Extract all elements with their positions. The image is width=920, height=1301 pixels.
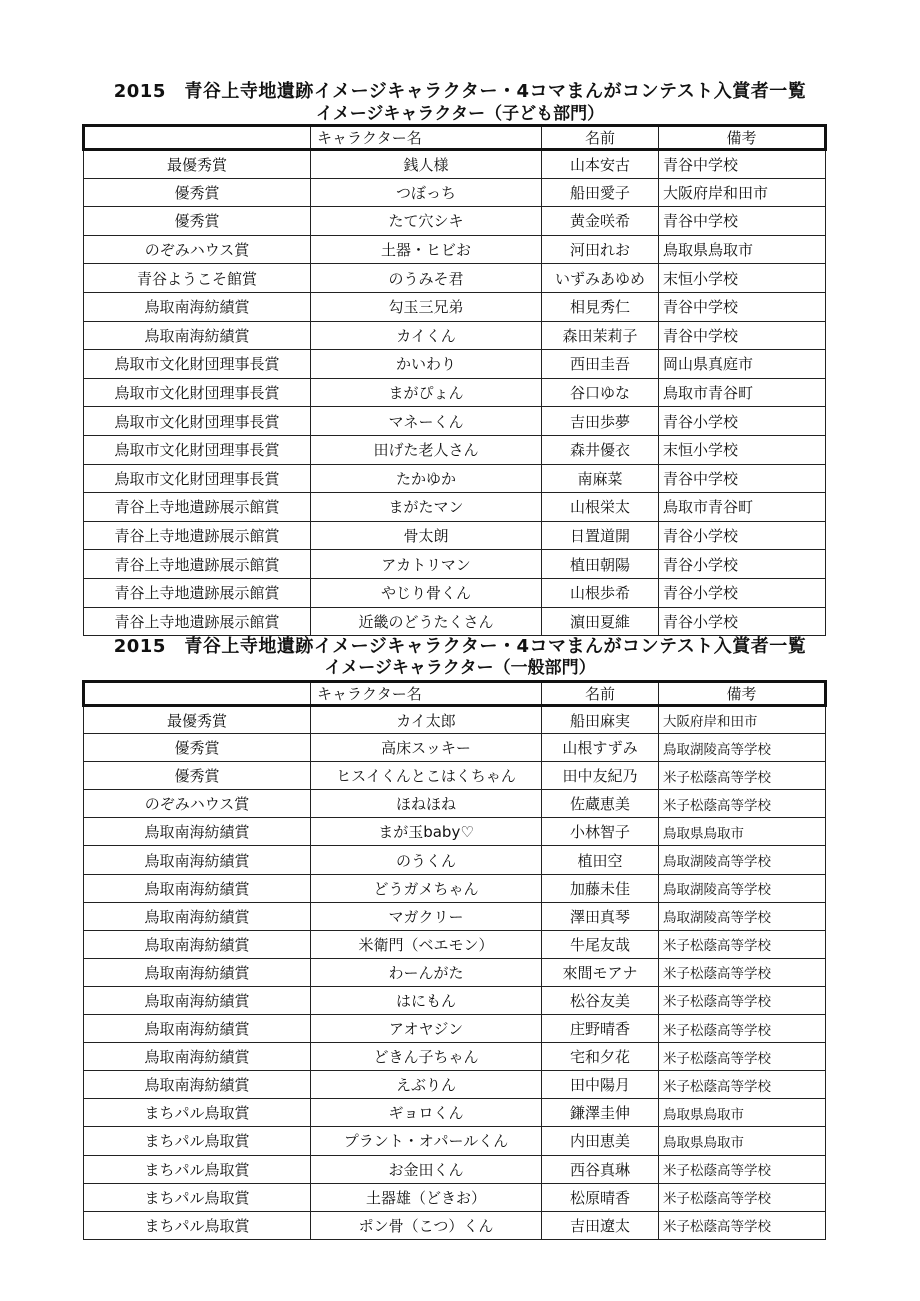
remarks-cell: 青谷小学校 xyxy=(659,578,826,607)
winner-name-cell: 山根すずみ xyxy=(542,734,659,762)
character-name-cell: えぶりん xyxy=(311,1071,542,1099)
winner-name-cell: 加藤未佳 xyxy=(542,874,659,902)
award-cell: 鳥取南海紡績賞 xyxy=(84,930,311,958)
award-cell: 鳥取南海紡績賞 xyxy=(84,958,311,986)
table-row xyxy=(84,958,826,986)
table-row xyxy=(84,902,826,930)
results-table-general xyxy=(82,680,827,1240)
remarks-cell: 青谷中学校 xyxy=(659,150,826,179)
winner-name-cell: 牛尾友哉 xyxy=(542,930,659,958)
character-name-cell: つぼっち xyxy=(311,178,542,207)
character-name-cell: はにもん xyxy=(311,986,542,1014)
table-row xyxy=(84,790,826,818)
winner-name-cell: 河田れお xyxy=(542,235,659,264)
award-cell: のぞみハウス賞 xyxy=(84,235,311,264)
character-name-cell: かいわり xyxy=(311,350,542,379)
award-cell: 鳥取南海紡績賞 xyxy=(84,1071,311,1099)
character-name-cell: ギョロくん xyxy=(311,1099,542,1127)
remarks-cell: 岡山県真庭市 xyxy=(659,350,826,379)
winner-name-cell: いずみあゆめ xyxy=(542,264,659,293)
award-cell: 優秀賞 xyxy=(84,178,311,207)
remarks-cell: 青谷中学校 xyxy=(659,207,826,236)
winner-name-cell: 谷口ゆな xyxy=(542,378,659,407)
remarks-cell: 青谷中学校 xyxy=(659,321,826,350)
character-name-cell: マガクリー xyxy=(311,902,542,930)
award-cell: 鳥取南海紡績賞 xyxy=(84,1043,311,1071)
remarks-cell: 米子松蔭高等学校 xyxy=(659,1043,826,1071)
header-award xyxy=(84,682,311,706)
header-name: 名前 xyxy=(542,126,659,150)
remarks-cell: 鳥取湖陵高等学校 xyxy=(659,846,826,874)
award-cell: 青谷上寺地遺跡展示館賞 xyxy=(84,550,311,579)
character-name-cell: たかゆか xyxy=(311,464,542,493)
remarks-cell: 米子松蔭高等学校 xyxy=(659,762,826,790)
award-cell: 最優秀賞 xyxy=(84,706,311,734)
remarks-cell: 鳥取市青谷町 xyxy=(659,378,826,407)
remarks-cell: 米子松蔭高等学校 xyxy=(659,1155,826,1183)
award-cell: まちパル鳥取賞 xyxy=(84,1211,311,1239)
winner-name-cell: 日置道開 xyxy=(542,521,659,550)
winner-name-cell: 黄金咲希 xyxy=(542,207,659,236)
remarks-cell: 米子松蔭高等学校 xyxy=(659,1183,826,1211)
remarks-cell: 鳥取湖陵高等学校 xyxy=(659,734,826,762)
character-name-cell: やじり骨くん xyxy=(311,578,542,607)
remarks-cell: 青谷中学校 xyxy=(659,464,826,493)
character-name-cell: 銭人様 xyxy=(311,150,542,179)
table-row xyxy=(84,350,826,379)
award-cell: 優秀賞 xyxy=(84,207,311,236)
section-subtitle-kids: イメージキャラクター（子ども部門） xyxy=(315,104,605,124)
table-row xyxy=(84,846,826,874)
remarks-cell: 鳥取県鳥取市 xyxy=(659,235,826,264)
character-name-cell: のうみそ君 xyxy=(311,264,542,293)
section-title-kids: 2015 青谷上寺地遺跡イメージキャラクター・4コマまんがコンテスト入賞者一覧 xyxy=(113,81,807,102)
remarks-cell: 末恒小学校 xyxy=(659,264,826,293)
character-name-cell: カイ太郎 xyxy=(311,706,542,734)
table-row xyxy=(84,1211,826,1239)
character-name-cell: どきん子ちゃん xyxy=(311,1043,542,1071)
remarks-cell: 米子松蔭高等学校 xyxy=(659,1211,826,1239)
winner-name-cell: 鎌澤圭伸 xyxy=(542,1099,659,1127)
character-name-cell: まが玉baby♡ xyxy=(311,818,542,846)
award-cell: 鳥取南海紡績賞 xyxy=(84,846,311,874)
table-row xyxy=(84,578,826,607)
award-cell: 鳥取市文化財団理事長賞 xyxy=(84,378,311,407)
character-name-cell: どうガメちゃん xyxy=(311,874,542,902)
winner-name-cell: 西谷真琳 xyxy=(542,1155,659,1183)
award-cell: 鳥取南海紡績賞 xyxy=(84,818,311,846)
remarks-cell: 米子松蔭高等学校 xyxy=(659,790,826,818)
remarks-cell: 鳥取湖陵高等学校 xyxy=(659,874,826,902)
character-name-cell: マネーくん xyxy=(311,407,542,436)
remarks-cell: 青谷小学校 xyxy=(659,607,826,636)
section-subtitle-general: イメージキャラクター（一般部門） xyxy=(324,658,596,678)
table-row xyxy=(84,435,826,464)
winner-name-cell: 佐蔵恵美 xyxy=(542,790,659,818)
table-row xyxy=(84,464,826,493)
remarks-cell: 青谷中学校 xyxy=(659,292,826,321)
award-cell: まちパル鳥取賞 xyxy=(84,1183,311,1211)
award-cell: 青谷ようこそ館賞 xyxy=(84,264,311,293)
table-row xyxy=(84,150,826,179)
award-cell: 鳥取南海紡績賞 xyxy=(84,1015,311,1043)
character-name-cell: まがたマン xyxy=(311,493,542,522)
remarks-cell: 米子松蔭高等学校 xyxy=(659,1015,826,1043)
award-cell: 青谷上寺地遺跡展示館賞 xyxy=(84,578,311,607)
winner-name-cell: 濵田夏維 xyxy=(542,607,659,636)
table-header-row xyxy=(84,682,826,706)
award-cell: 鳥取南海紡績賞 xyxy=(84,321,311,350)
character-name-cell: 米衛門（ベエモン） xyxy=(311,930,542,958)
character-name-cell: アオヤジン xyxy=(311,1015,542,1043)
remarks-cell: 鳥取湖陵高等学校 xyxy=(659,902,826,930)
header-remarks: 備考 xyxy=(659,126,826,150)
award-cell: 優秀賞 xyxy=(84,734,311,762)
winner-name-cell: 船田麻実 xyxy=(542,706,659,734)
character-name-cell: ポン骨（こつ）くん xyxy=(311,1211,542,1239)
character-name-cell: 骨太朗 xyxy=(311,521,542,550)
award-cell: 鳥取市文化財団理事長賞 xyxy=(84,435,311,464)
winner-name-cell: 山本安古 xyxy=(542,150,659,179)
remarks-cell: 大阪府岸和田市 xyxy=(659,178,826,207)
award-cell: 鳥取市文化財団理事長賞 xyxy=(84,464,311,493)
header-remarks: 備考 xyxy=(659,682,826,706)
table-row xyxy=(84,1183,826,1211)
winner-name-cell: 山根栄太 xyxy=(542,493,659,522)
table-row xyxy=(84,321,826,350)
winner-name-cell: 田中陽月 xyxy=(542,1071,659,1099)
character-name-cell: 高床スッキー xyxy=(311,734,542,762)
table-row xyxy=(84,1127,826,1155)
remarks-cell: 青谷小学校 xyxy=(659,550,826,579)
winner-name-cell: 相見秀仁 xyxy=(542,292,659,321)
winner-name-cell: 宅和夕花 xyxy=(542,1043,659,1071)
winner-name-cell: 植田朝陽 xyxy=(542,550,659,579)
award-cell: 鳥取南海紡績賞 xyxy=(84,902,311,930)
character-name-cell: お金田くん xyxy=(311,1155,542,1183)
table-row xyxy=(84,264,826,293)
header-name: 名前 xyxy=(542,682,659,706)
table-row xyxy=(84,734,826,762)
table-row xyxy=(84,235,826,264)
table-row xyxy=(84,493,826,522)
winner-name-cell: 澤田真琴 xyxy=(542,902,659,930)
table-row xyxy=(84,1099,826,1127)
winner-name-cell: 船田愛子 xyxy=(542,178,659,207)
remarks-cell: 青谷小学校 xyxy=(659,521,826,550)
remarks-cell: 鳥取市青谷町 xyxy=(659,493,826,522)
award-cell: 鳥取市文化財団理事長賞 xyxy=(84,350,311,379)
award-cell: 優秀賞 xyxy=(84,762,311,790)
character-name-cell: 土器・ヒビお xyxy=(311,235,542,264)
character-name-cell: アカトリマン xyxy=(311,550,542,579)
remarks-cell: 米子松蔭高等学校 xyxy=(659,1071,826,1099)
winner-name-cell: 松原晴香 xyxy=(542,1183,659,1211)
character-name-cell: ヒスイくんとこはくちゃん xyxy=(311,762,542,790)
table-row xyxy=(84,178,826,207)
table-row xyxy=(84,407,826,436)
table-row xyxy=(84,1015,826,1043)
character-name-cell: カイくん xyxy=(311,321,542,350)
award-cell: まちパル鳥取賞 xyxy=(84,1099,311,1127)
results-table-kids xyxy=(82,124,827,636)
award-cell: 鳥取南海紡績賞 xyxy=(84,292,311,321)
winner-name-cell: 植田空 xyxy=(542,846,659,874)
table-body-kids xyxy=(84,150,826,636)
winner-name-cell: 南麻菜 xyxy=(542,464,659,493)
table-row xyxy=(84,818,826,846)
table-row xyxy=(84,1071,826,1099)
winner-name-cell: 田中友紀乃 xyxy=(542,762,659,790)
table-row xyxy=(84,1043,826,1071)
remarks-cell: 鳥取県鳥取市 xyxy=(659,1099,826,1127)
character-name-cell: プラント・オパールくん xyxy=(311,1127,542,1155)
header-award xyxy=(84,126,311,150)
award-cell: まちパル鳥取賞 xyxy=(84,1155,311,1183)
award-cell: 青谷上寺地遺跡展示館賞 xyxy=(84,521,311,550)
award-cell: 最優秀賞 xyxy=(84,150,311,179)
character-name-cell: たて穴シキ xyxy=(311,207,542,236)
award-cell: まちパル鳥取賞 xyxy=(84,1127,311,1155)
winner-name-cell: 小林智子 xyxy=(542,818,659,846)
table-row xyxy=(84,292,826,321)
header-character-name: キャラクター名 xyxy=(311,682,542,706)
section-title-general: 2015 青谷上寺地遺跡イメージキャラクター・4コマまんがコンテスト入賞者一覧 xyxy=(113,636,807,657)
winner-name-cell: 來間モアナ xyxy=(542,958,659,986)
table-row xyxy=(84,207,826,236)
table-row xyxy=(84,986,826,1014)
table-row xyxy=(84,930,826,958)
character-name-cell: 土器雄（どきお） xyxy=(311,1183,542,1211)
winner-name-cell: 庄野晴香 xyxy=(542,1015,659,1043)
table-body-general xyxy=(84,706,826,1240)
remarks-cell: 米子松蔭高等学校 xyxy=(659,986,826,1014)
character-name-cell: のうくん xyxy=(311,846,542,874)
character-name-cell: わーんがた xyxy=(311,958,542,986)
remarks-cell: 鳥取県鳥取市 xyxy=(659,1127,826,1155)
remarks-cell: 米子松蔭高等学校 xyxy=(659,958,826,986)
table-row xyxy=(84,706,826,734)
winner-name-cell: 吉田歩夢 xyxy=(542,407,659,436)
remarks-cell: 米子松蔭高等学校 xyxy=(659,930,826,958)
character-name-cell: 近畿のどうたくさん xyxy=(311,607,542,636)
header-character-name: キャラクター名 xyxy=(311,126,542,150)
character-name-cell: 田げた老人さん xyxy=(311,435,542,464)
table-row xyxy=(84,762,826,790)
character-name-cell: まがぴょん xyxy=(311,378,542,407)
table-row xyxy=(84,521,826,550)
character-name-cell: 勾玉三兄弟 xyxy=(311,292,542,321)
winner-name-cell: 森井優衣 xyxy=(542,435,659,464)
winner-name-cell: 森田茉莉子 xyxy=(542,321,659,350)
winner-name-cell: 吉田遼太 xyxy=(542,1211,659,1239)
award-cell: のぞみハウス賞 xyxy=(84,790,311,818)
winner-name-cell: 内田恵美 xyxy=(542,1127,659,1155)
remarks-cell: 大阪府岸和田市 xyxy=(659,706,826,734)
remarks-cell: 青谷小学校 xyxy=(659,407,826,436)
remarks-cell: 末恒小学校 xyxy=(659,435,826,464)
table-header-row xyxy=(84,126,826,150)
table-row xyxy=(84,1155,826,1183)
table-row xyxy=(84,550,826,579)
table-row xyxy=(84,874,826,902)
award-cell: 鳥取南海紡績賞 xyxy=(84,986,311,1014)
winner-name-cell: 西田圭吾 xyxy=(542,350,659,379)
remarks-cell: 鳥取県鳥取市 xyxy=(659,818,826,846)
award-cell: 鳥取市文化財団理事長賞 xyxy=(84,407,311,436)
table-row xyxy=(84,607,826,636)
winner-name-cell: 山根歩希 xyxy=(542,578,659,607)
character-name-cell: ほねほね xyxy=(311,790,542,818)
award-cell: 青谷上寺地遺跡展示館賞 xyxy=(84,493,311,522)
table-row xyxy=(84,378,826,407)
award-cell: 青谷上寺地遺跡展示館賞 xyxy=(84,607,311,636)
award-cell: 鳥取南海紡績賞 xyxy=(84,874,311,902)
winner-name-cell: 松谷友美 xyxy=(542,986,659,1014)
